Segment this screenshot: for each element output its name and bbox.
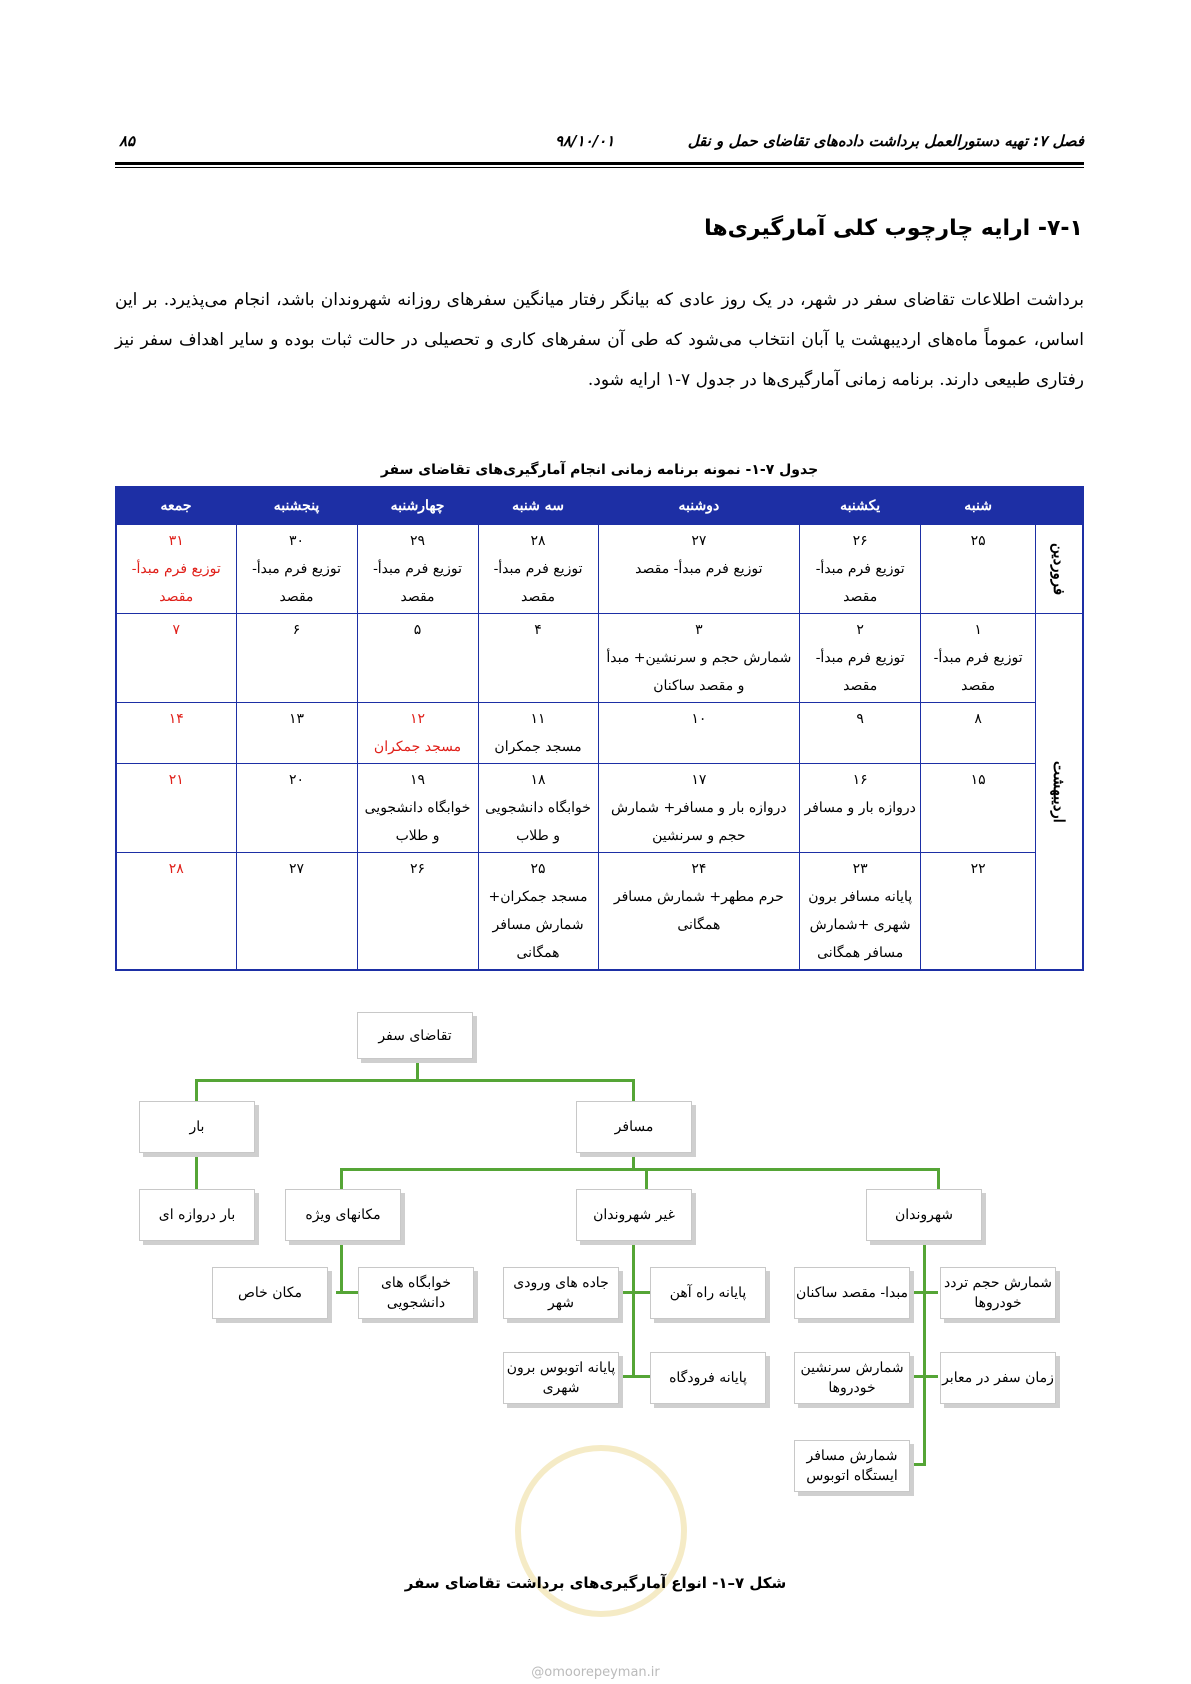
section-title: ۷-۱- ارایه چارچوب کلی آمارگیری‌ها: [704, 216, 1083, 241]
connector: [416, 1056, 419, 1081]
box-bus-terminal: پایانه اتوبوس برون شهری: [503, 1352, 619, 1404]
box-od-residents: مبدا- مقصد ساکنان: [794, 1267, 910, 1319]
activity-text: توزیع فرم مبدأ- مقصد: [933, 650, 1023, 694]
box-airport: پایانه فرودگاه: [650, 1352, 766, 1404]
schedule-table: [115, 486, 1084, 971]
box-special-place: مکان خاص: [212, 1267, 328, 1319]
day-number: ۱۴: [168, 711, 184, 727]
day-number: ۲۲: [970, 861, 986, 877]
day-number: ۱۶: [852, 772, 868, 788]
day-number: ۳۱: [168, 533, 184, 549]
connector: [617, 1291, 652, 1294]
table-cell: [598, 703, 800, 764]
table-cell: [478, 524, 598, 614]
box-bus-stop-count: شمارش مسافر ایستگاه اتوبوس: [794, 1440, 910, 1492]
page-number: ۸۵: [119, 132, 136, 150]
page-header: [115, 128, 1084, 162]
box-passenger: مسافر: [576, 1101, 692, 1153]
connector: [340, 1168, 343, 1190]
header-cell: پنجشنبه: [236, 487, 357, 524]
activity-text: توزیع فرم مبدأ- مقصد: [373, 561, 462, 605]
activity-text: شمارش حجم و سرنشین+ مبدأ و مقصد ساکنان: [606, 650, 792, 694]
day-number: ۲۵: [530, 861, 546, 877]
table-cell: [598, 614, 800, 703]
month-label: فروردین: [1036, 524, 1083, 614]
table-cell: [116, 703, 236, 764]
table-row: [116, 764, 1083, 853]
header-cell: شنبه: [921, 487, 1036, 524]
table-cell: [921, 703, 1036, 764]
table-cell: [800, 703, 921, 764]
table-row: [116, 853, 1083, 971]
connector: [336, 1291, 359, 1294]
connector: [195, 1079, 198, 1102]
table-cell: [116, 853, 236, 971]
day-number: ۲۹: [410, 533, 426, 549]
table-cell: [800, 614, 921, 703]
table-cell: [478, 703, 598, 764]
connector: [632, 1237, 635, 1377]
day-number: ۲۱: [168, 772, 184, 788]
connector: [340, 1237, 343, 1293]
table-cell: [921, 853, 1036, 971]
header-date: ۹۸/۱۰/۰۱: [555, 132, 615, 150]
box-rail-terminal: پایانه راه آهن: [650, 1267, 766, 1319]
day-number: ۹: [856, 711, 864, 727]
box-travel-time: زمان سفر در معابر: [940, 1352, 1056, 1404]
table-cell: [598, 764, 800, 853]
activity-text: مسجد جمکران: [494, 739, 582, 755]
connector: [908, 1291, 938, 1294]
activity-text: توزیع فرم مبدأ- مقصد: [815, 561, 905, 605]
table-cell: [236, 524, 357, 614]
box-special-places: مکانهای ویژه: [285, 1189, 401, 1241]
day-number: ۲۵: [970, 533, 986, 549]
activity-text: پایانه مسافر برون شهری +شمارش مسافر همگانی: [808, 889, 913, 961]
connector: [632, 1079, 635, 1102]
day-number: ۶: [292, 622, 301, 638]
connector: [645, 1168, 648, 1190]
day-number: ۵: [413, 622, 422, 638]
day-number: ۷: [172, 622, 181, 638]
table-cell: [478, 614, 598, 703]
box-dormitory: خوابگاه های دانشجویی: [358, 1267, 474, 1319]
day-number: ۲: [856, 622, 864, 638]
table-cell: [357, 524, 478, 614]
table-cell: [357, 614, 478, 703]
activity-text: توزیع فرم مبدأ- مقصد: [815, 650, 905, 694]
connector: [908, 1375, 938, 1378]
activity-text: دروازه بار و مسافر: [804, 800, 916, 816]
activity-text: خوابگاه دانشجویی و طلاب: [485, 800, 591, 844]
day-number: ۱۹: [410, 772, 426, 788]
day-number: ۱۳: [289, 711, 305, 727]
activity-text: خوابگاه دانشجویی و طلاب: [364, 800, 471, 844]
activity-text: مسجد جمکران: [373, 739, 462, 755]
table-cell: [598, 853, 800, 971]
box-non-citizens: غیر شهروندان: [576, 1189, 692, 1241]
table-cell: [478, 853, 598, 971]
connector: [340, 1168, 940, 1171]
day-number: ۳۰: [289, 533, 305, 549]
day-number: ۳: [695, 622, 703, 638]
day-number: ۲۸: [168, 861, 184, 877]
chapter-title: فصل ۷: تهیه دستورالعمل برداشت داده‌های تقاضای حمل و نقل: [687, 132, 1084, 150]
table-header-row: [116, 487, 1083, 524]
day-number: ۲۸: [530, 533, 546, 549]
header-cell: [1036, 487, 1083, 524]
table-cell: [357, 764, 478, 853]
day-number: ۲۶: [410, 861, 426, 877]
header-cell: چهارشنبه: [357, 487, 478, 524]
table-cell: [800, 764, 921, 853]
day-number: ۲۷: [289, 861, 305, 877]
day-number: ۱: [974, 622, 982, 638]
activity-text: توزیع فرم مبدأ- مقصد: [493, 561, 583, 605]
table-cell: [357, 853, 478, 971]
table-cell: [921, 764, 1036, 853]
body-paragraph: برداشت اطلاعات تقاضای سفر در شهر، در یک روز عادی که بیانگر رفتار میانگین سفرهای روزانه شهروندان باشد، انجام می‌پذیرد. بر این اساس، عموماً ماه‌های اردیبهشت یا آبان انتخاب می‌شود که طی آن سفرهای کاری و تحصیلی در حالت ثبات بوده و سایر اهداف سفر نیز رفتاری طبیعی دارند. برنامه زمانی آمارگیری‌ها در جدول ۷-۱ ارایه شود.: [115, 290, 1084, 390]
table-cell: [800, 524, 921, 614]
table-row: [116, 703, 1083, 764]
box-entry-roads: جاده های ورودی شهر: [503, 1267, 619, 1319]
day-number: ۲۳: [852, 861, 868, 877]
connector: [923, 1237, 926, 1465]
day-number: ۸: [974, 711, 982, 727]
table-row: [116, 524, 1083, 614]
box-occupancy-count: شمارش سرنشین خودروها: [794, 1352, 910, 1404]
box-traffic-count: شمارش حجم تردد خودروها: [940, 1267, 1056, 1319]
header-cell: یکشنبه: [800, 487, 921, 524]
header-rule-thick: [115, 162, 1084, 165]
box-freight: بار: [139, 1101, 255, 1153]
activity-text: دروازه بار و مسافر+ شمارش حجم و سرنشین: [611, 800, 787, 844]
table-cell: [921, 614, 1036, 703]
table-cell: [921, 524, 1036, 614]
connector: [617, 1375, 652, 1378]
box-citizens: شهروندان: [866, 1189, 982, 1241]
day-number: ۱۵: [970, 772, 986, 788]
connector: [195, 1079, 634, 1082]
activity-text: مسجد جمکران+ شمارش مسافر همگانی: [488, 889, 588, 961]
box-travel-demand: تقاضای سفر: [357, 1012, 473, 1059]
day-number: ۱۱: [530, 711, 546, 727]
day-number: ۴: [534, 622, 542, 638]
connector: [908, 1463, 926, 1466]
watermark-url: @omoorepeyman.ir: [531, 1665, 660, 1680]
table-cell: [236, 703, 357, 764]
header-cell: سه شنبه: [478, 487, 598, 524]
table-cell: [236, 853, 357, 971]
table-cell: [236, 614, 357, 703]
activity-text: توزیع فرم مبدأ- مقصد: [131, 561, 221, 605]
day-number: ۲۴: [691, 861, 707, 877]
table-row: [116, 614, 1083, 703]
table-cell: [116, 764, 236, 853]
activity-text: توزیع فرم مبدأ- مقصد: [635, 561, 763, 577]
activity-text: توزیع فرم مبدأ- مقصد: [252, 561, 341, 605]
month-label: اردیبهشت: [1036, 614, 1083, 971]
day-number: ۱۲: [410, 711, 426, 727]
table-cell: [800, 853, 921, 971]
table-cell: [357, 703, 478, 764]
table-caption: جدول ۷-۱- نمونه برنامه زمانی انجام آمارگیری‌های تقاضای سفر: [380, 462, 819, 478]
table-cell: [598, 524, 800, 614]
table-cell: [116, 524, 236, 614]
day-number: ۱۷: [691, 772, 707, 788]
table-cell: [236, 764, 357, 853]
figure-caption: شکل ۷–۱- انواع آمارگیری‌های برداشت تقاضای سفر: [404, 1574, 787, 1592]
table-cell: [116, 614, 236, 703]
day-number: ۲۰: [289, 772, 305, 788]
table-cell: [478, 764, 598, 853]
day-number: ۱۸: [530, 772, 546, 788]
connector: [632, 1150, 635, 1170]
header-rule-thin: [115, 167, 1084, 168]
activity-text: حرم مطهر+ شمارش مسافر همگانی: [613, 889, 784, 933]
header-cell-friday: جمعه: [116, 487, 236, 524]
header-cell: دوشنبه: [598, 487, 800, 524]
box-gate-freight: بار دروازه ای: [139, 1189, 255, 1241]
connector: [937, 1168, 940, 1190]
day-number: ۲۶: [852, 533, 868, 549]
day-number: ۲۷: [691, 533, 707, 549]
day-number: ۱۰: [691, 711, 707, 727]
connector: [195, 1150, 198, 1192]
